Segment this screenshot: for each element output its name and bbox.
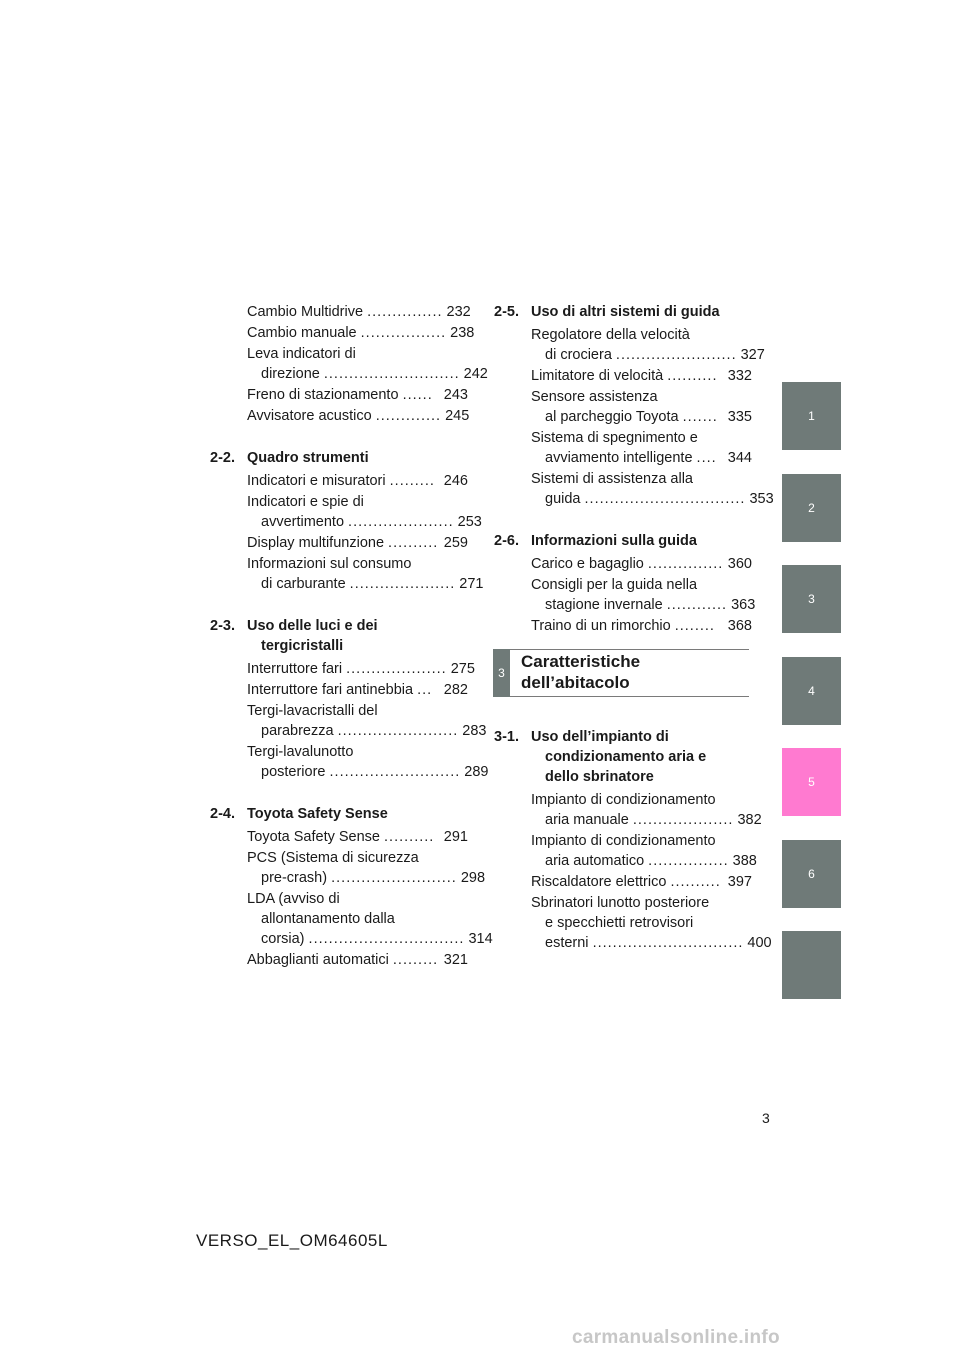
toc-leader-dots: ...: [417, 682, 433, 698]
toc-entry[interactable]: [210, 742, 489, 782]
toc-entry-line: allontanamento dalla: [261, 911, 395, 927]
toc-leader-dots: ...............: [647, 556, 724, 572]
toc-page-number: 259: [443, 535, 468, 551]
toc-entry-line: Carico e bagaglio: [531, 556, 644, 572]
section-gap: [210, 427, 468, 448]
toc-entry-title: [247, 889, 464, 949]
toc-page-number: 253: [457, 514, 482, 530]
section-title: [531, 727, 752, 787]
toc-leader-dots: ........................: [615, 347, 737, 363]
toc-entry-line: Tergi-lavacristalli del: [247, 703, 378, 719]
toc-entry-line: Interruttore fari: [247, 661, 343, 677]
toc-entry[interactable]: [210, 659, 475, 679]
toc-section-heading[interactable]: [210, 448, 468, 468]
toc-entry[interactable]: [494, 575, 756, 615]
toc-entry-title: [247, 659, 447, 679]
section-title-line: Informazioni sulla guida: [531, 533, 697, 549]
toc-entry-title: [247, 385, 440, 405]
toc-leader-dots: ..........: [670, 874, 721, 890]
toc-entry[interactable]: [210, 406, 468, 426]
toc-page-number: 275: [450, 661, 475, 677]
toc-entry-line: Tergi-lavalunotto: [247, 744, 354, 760]
section-number: 2-3.: [210, 618, 235, 634]
toc-right-column: [494, 302, 774, 954]
section-title: [247, 616, 468, 656]
toc-entry-line: Limitatore di velocità: [531, 368, 664, 384]
toc-entry-title: [531, 790, 733, 830]
toc-leader-dots: ........................: [337, 723, 459, 739]
toc-leader-dots: ....................: [346, 661, 447, 677]
toc-entry-line: Sensore assistenza: [531, 389, 658, 405]
toc-entry-title: [247, 344, 460, 384]
toc-page-number: 344: [727, 450, 752, 466]
toc-entry-title: [531, 554, 724, 574]
toc-entry-line: avviamento intelligente: [545, 450, 693, 466]
toc-entry-title: [531, 366, 724, 386]
toc-page-number: 363: [731, 597, 756, 613]
toc-entry-line: direzione: [261, 366, 320, 382]
toc-page-number: 242: [463, 366, 488, 382]
chapter-title: [521, 651, 640, 693]
toc-entry[interactable]: [494, 469, 774, 509]
section-number: 2-2.: [210, 450, 235, 466]
toc-entry-title: [247, 742, 460, 782]
toc-entry-title: [531, 831, 729, 871]
toc-entry-title: [247, 323, 446, 343]
toc-page-number: 298: [460, 870, 486, 886]
toc-entry-line: corsia): [261, 931, 305, 947]
toc-entry-line: Cambio Multidrive: [247, 304, 364, 320]
section-gap: [210, 595, 468, 616]
chapter-tab-2[interactable]: 2: [782, 474, 841, 542]
toc-page-number: 335: [727, 409, 752, 425]
toc-leader-dots: .........: [389, 473, 435, 489]
toc-entry-title: [247, 554, 455, 594]
section-title: [531, 302, 752, 322]
toc-entry-line: Sbrinatori lunotto posteriore: [531, 895, 710, 911]
toc-page-number: 282: [443, 682, 468, 698]
toc-entry[interactable]: [210, 302, 471, 322]
toc-entry-line: guida: [545, 491, 581, 507]
toc-entry-line: Interruttore fari antinebbia: [247, 682, 414, 698]
toc-entry-line: Riscaldatore elettrico: [531, 874, 667, 890]
toc-entry[interactable]: [210, 848, 486, 888]
toc-page-number: 327: [740, 347, 765, 363]
toc-entry-title: [247, 302, 443, 322]
toc-leader-dots: ....................: [632, 812, 734, 828]
toc-page-number: 238: [450, 325, 475, 341]
toc-entry-line: pre-crash): [261, 870, 328, 886]
toc-entry-line: parabrezza: [261, 723, 334, 739]
toc-entry-title: [247, 680, 440, 700]
toc-entry-line: Cambio manuale: [247, 325, 357, 341]
section-title-line: Uso di altri sistemi di guida: [531, 304, 720, 320]
toc-page-number: 314: [468, 931, 493, 947]
toc-entry-title: [531, 575, 727, 615]
toc-entry[interactable]: [494, 428, 752, 468]
section-number: 3-1.: [494, 729, 519, 745]
toc-page-number: 360: [727, 556, 752, 572]
toc-entry-title: [247, 827, 440, 847]
section-gap: [494, 510, 752, 531]
section-title-line: dello sbrinatore: [545, 769, 654, 785]
chapter-tab-4[interactable]: 4: [782, 657, 841, 725]
toc-entry-line: LDA (avviso di: [247, 891, 340, 907]
toc-entry-title: [247, 492, 454, 532]
toc-section-heading[interactable]: [210, 616, 468, 656]
chapter-heading[interactable]: [493, 649, 749, 697]
toc-section-heading[interactable]: [494, 302, 752, 322]
toc-entry-line: al parcheggio Toyota: [545, 409, 679, 425]
toc-leader-dots: ..............................: [592, 935, 744, 951]
toc-leader-dots: .....................: [349, 576, 456, 592]
toc-entry-line: e specchietti retrovisori: [545, 915, 694, 931]
toc-leader-dots: ..........: [384, 829, 435, 845]
section-title-line: condizionamento aria e: [545, 749, 707, 765]
toc-entry-line: Avvisatore acustico: [247, 408, 372, 424]
toc-entry-line: Freno di stazionamento: [247, 387, 399, 403]
section-number: 2-5.: [494, 304, 519, 320]
toc-leader-dots: .......: [682, 409, 718, 425]
toc-entry-title: [531, 893, 743, 953]
toc-leader-dots: ...............: [367, 304, 443, 320]
toc-page-number: 245: [445, 408, 470, 424]
toc-entry-line: Traino di un rimorchio: [531, 618, 671, 634]
chapter-tabs: [782, 382, 841, 1023]
toc-entry-line: PCS (Sistema di sicurezza: [247, 850, 419, 866]
toc-entry-line: avvertimento: [261, 514, 345, 530]
toc-entry-title: [531, 616, 724, 636]
toc-section-heading[interactable]: [494, 531, 752, 551]
toc-leader-dots: ..........................: [329, 764, 461, 780]
toc-entry[interactable]: [494, 872, 752, 892]
toc-entry-title: [247, 848, 457, 888]
section-title: [247, 804, 468, 824]
toc-page-number: 332: [727, 368, 752, 384]
toc-entry-line: di carburante: [261, 576, 346, 592]
watermark: carmanualsonline.info: [572, 1327, 780, 1348]
chapter-tab-1[interactable]: 1: [782, 382, 841, 450]
toc-entry-title: [531, 325, 737, 365]
toc-leader-dots: ................................: [584, 491, 746, 507]
section-gap: [210, 783, 468, 804]
toc-entry-line: Consigli per la guida nella: [531, 577, 698, 593]
toc-section-heading[interactable]: [494, 727, 752, 787]
toc-entry-line: Abbaglianti automatici: [247, 952, 389, 968]
toc-entry-title: [247, 701, 458, 741]
toc-leader-dots: .....................: [348, 514, 454, 530]
chapter-tab-3[interactable]: 3: [782, 565, 841, 633]
section-title-line: tergicristalli: [261, 638, 344, 654]
toc-leader-dots: ................: [648, 853, 729, 869]
toc-entry[interactable]: [494, 325, 765, 365]
toc-entry[interactable]: [210, 344, 488, 384]
toc-entry[interactable]: [210, 323, 475, 343]
section-title: [247, 448, 468, 468]
toc-entry[interactable]: [210, 680, 468, 700]
toc-entry-line: esterni: [545, 935, 589, 951]
toc-entry-title: [531, 387, 724, 427]
toc-entry-line: Impianto di condizionamento: [531, 833, 716, 849]
toc-entry-line: Indicatori e spie di: [247, 494, 364, 510]
toc-page-number: 353: [749, 491, 774, 507]
toc-page-number: 397: [727, 874, 752, 890]
toc-entry-line: Sistemi di assistenza alla: [531, 471, 693, 487]
toc-leader-dots: .........: [392, 952, 439, 968]
toc-entry-title: [247, 406, 441, 426]
chapter-title-line: Caratteristiche: [521, 652, 641, 671]
toc-entry-title: [531, 428, 724, 468]
toc-page-number: 400: [747, 935, 772, 951]
toc-entry[interactable]: [494, 616, 752, 636]
toc-entry-line: Leva indicatori di: [247, 346, 356, 362]
toc-page-number: 368: [727, 618, 752, 634]
toc-page-number: 382: [737, 812, 762, 828]
toc-leader-dots: .................: [360, 325, 447, 341]
chapter-tab-5[interactable]: 5: [782, 748, 841, 816]
toc-page-number: 321: [443, 952, 468, 968]
toc-entry-line: Indicatori e misuratori: [247, 473, 386, 489]
chapter-tab-6[interactable]: 6: [782, 840, 841, 908]
toc-page-number: 291: [443, 829, 468, 845]
toc-entry-title: [247, 471, 440, 491]
toc-page-number: 243: [443, 387, 468, 403]
toc-entry[interactable]: [494, 893, 772, 953]
toc-entry[interactable]: [494, 831, 757, 871]
section-number: 2-6.: [494, 533, 519, 549]
section-title-line: Uso delle luci e dei: [247, 618, 378, 634]
toc-leader-dots: ..........: [388, 535, 439, 551]
page-number: 3: [762, 1110, 770, 1126]
toc-page-number: 232: [446, 304, 471, 320]
chapter-number-tab: 3: [493, 649, 510, 697]
toc-entry-title: [247, 533, 440, 553]
toc-entry[interactable]: [210, 471, 468, 491]
toc-page-number: 289: [464, 764, 489, 780]
section-title-line: Toyota Safety Sense: [247, 806, 388, 822]
toc-entry-line: Regolatore della velocità: [531, 327, 690, 343]
toc-entry[interactable]: [494, 554, 752, 574]
toc-section-heading[interactable]: [210, 804, 468, 824]
toc-entry[interactable]: [210, 827, 468, 847]
section-number: 2-4.: [210, 806, 235, 822]
toc-page-number: 271: [459, 576, 484, 592]
toc-leader-dots: ........: [674, 618, 715, 634]
toc-entry-line: Toyota Safety Sense: [247, 829, 380, 845]
toc-entry-title: [531, 469, 745, 509]
section-title-line: Quadro strumenti: [247, 450, 369, 466]
chapter-title-line: dell’abitacolo: [521, 673, 630, 692]
toc-entry[interactable]: [494, 387, 752, 427]
toc-entry-line: Sistema di spegnimento e: [531, 430, 698, 446]
toc-leader-dots: ..........: [667, 368, 718, 384]
toc-entry-line: Impianto di condizionamento: [531, 792, 716, 808]
toc-entry-title: [247, 950, 440, 970]
toc-entry[interactable]: [210, 554, 484, 594]
toc-entry-line: posteriore: [261, 764, 326, 780]
toc-leader-dots: ............: [666, 597, 728, 613]
toc-entry-line: stagione invernale: [545, 597, 663, 613]
toc-entry[interactable]: [210, 385, 468, 405]
toc-entry-line: di crociera: [545, 347, 612, 363]
footer-code: VERSO_EL_OM64605L: [196, 1231, 388, 1250]
toc-entry-line: aria automatico: [545, 853, 645, 869]
toc-entry[interactable]: [210, 889, 493, 949]
toc-leader-dots: ......: [402, 387, 433, 403]
toc-leader-dots: .............: [375, 408, 442, 424]
toc-leader-dots: .........................: [331, 870, 457, 886]
toc-entry-title: [531, 872, 724, 892]
toc-left-column: [210, 302, 493, 971]
toc-entry[interactable]: [210, 701, 487, 741]
toc-leader-dots: ...........................: [323, 366, 460, 382]
toc-page-number: 283: [462, 723, 487, 739]
chapter-tab-index[interactable]: [782, 931, 841, 999]
toc-entry[interactable]: [210, 492, 482, 532]
toc-page-number: 388: [732, 853, 757, 869]
toc-entry[interactable]: [210, 950, 468, 970]
toc-entry-line: Display multifunzione: [247, 535, 385, 551]
toc-entry-line: aria manuale: [545, 812, 629, 828]
toc-entry[interactable]: [494, 790, 762, 830]
toc-entry[interactable]: [210, 533, 468, 553]
section-title: [531, 531, 752, 551]
toc-leader-dots: ....: [696, 450, 717, 466]
toc-page-number: 246: [443, 473, 468, 489]
toc-leader-dots: ...............................: [308, 931, 465, 947]
section-title-line: Uso dell’impianto di: [531, 729, 669, 745]
toc-entry-line: Informazioni sul consumo: [247, 556, 412, 572]
toc-entry[interactable]: [494, 366, 752, 386]
